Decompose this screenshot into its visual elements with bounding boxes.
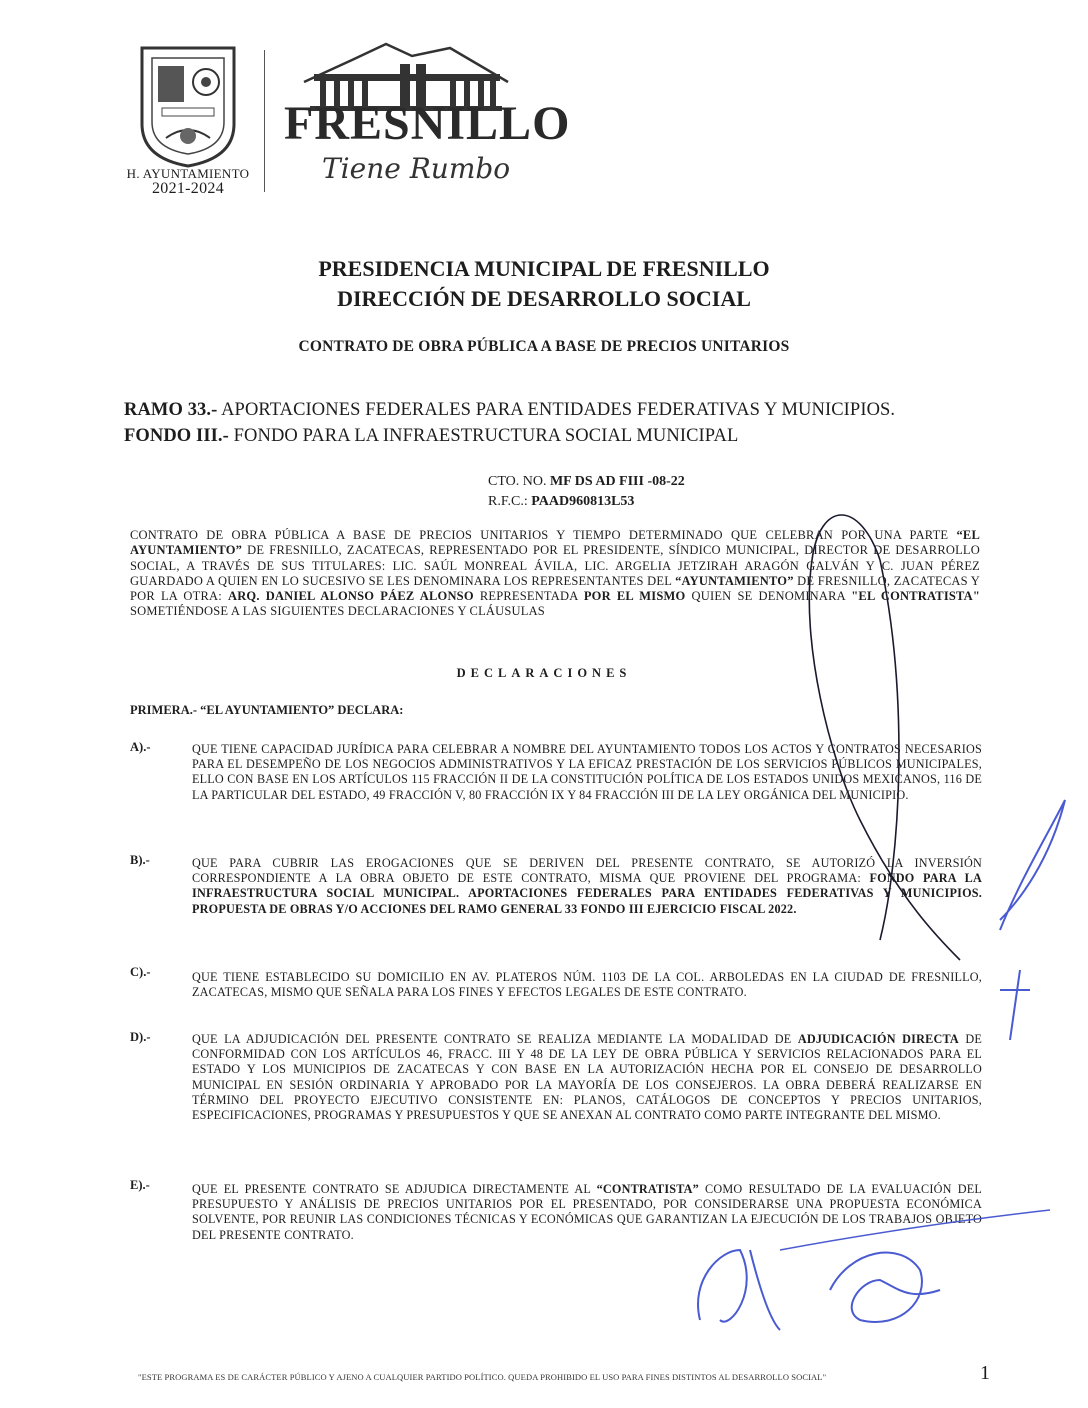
intro-text: REPRESENTADA xyxy=(473,589,584,604)
rfc-line xyxy=(488,494,634,510)
item-e-label: E).- xyxy=(130,1178,150,1192)
item-d-label: D).- xyxy=(130,1030,151,1044)
item-a-label: A).- xyxy=(130,740,151,754)
rfc-value: PAAD960813L53 xyxy=(531,494,635,509)
declaraciones-heading: DECLARACIONES xyxy=(456,666,632,680)
intro-text: CONTRATO DE OBRA PÚBLICA A BASE DE PRECIOS UNITARIOS Y TIEMPO DETERMINADO QUE CELEBRAN POR UNA PARTE xyxy=(130,528,957,542)
contract-number-line xyxy=(488,474,685,490)
item-d-plain: DE CONFORMIDAD CON LOS ARTÍCULOS 46, FRACC. III Y 48 DE LA LEY DE OBRA PÚBLICA Y SERVICIOS RELACIONADOS PARA EL ESTADO Y LOS MUNICIPIOS DE ZACATECAS Y CON BASE EN LA AUTORIZACIÓN HECHA POR EL CONSEJO DE DESARROLLO MUNICIPAL EN SESIÓN ORDINARIA Y APROBADO POR LA MAYORÍA DE LOS CONSEJEROS. LA OBRA DEBERÁ REALIZARSE EN TÉRMINO DEL PROYECTO EJECUTIVO CONSISTENTE EN: PLANOS, CATÁLOGOS DE CONCEPTOS Y PRECIOS UNITARIOS, ESPECIFICACIONES, PROGRAMAS Y PRESUPUESTOS Y QUE SE ANEXAN AL CONTRATO COMO PARTE INTEGRANTE DEL MISMO. xyxy=(192,1032,982,1123)
item-c-label: C).- xyxy=(130,965,151,979)
municipal-seal-icon xyxy=(132,40,244,168)
title-direccion: DIRECCIÓN DE DESARROLLO SOCIAL xyxy=(337,286,751,311)
ayuntamiento-block xyxy=(122,166,254,196)
item-e-bold: “CONTRATISTA” xyxy=(596,1182,699,1196)
item-b-plain: QUE PARA CUBRIR LAS EROGACIONES QUE SE DERIVEN DEL PRESENTE CONTRATO, SE AUTORIZÓ LA INVERSIÓN CORRESPONDIENTE A LA OBRA OBJETO DE ESTE CONTRATO, MISMA QUE PROVIENE DEL PROGRAMA: xyxy=(192,856,982,886)
item-d-text xyxy=(192,1032,982,1123)
brand-name: FRESNILLO xyxy=(284,97,571,150)
item-e-plain: COMO RESULTADO DE LA EVALUACIÓN DEL PRESUPUESTO Y ANÁLISIS DE PRECIOS UNITARIOS POR EL PRESENTADO, POR CONSIDERARSE UNA PROPUESTA ECONÓMICA SOLVENTE, POR REUNIR LAS CONDICIONES TÉCNICAS Y ECONÓMICAS QUE GARANTIZAN LA EJECUCIÓN DE LOS TRABAJOS OBJETO DEL PRESENTE CONTRATO. xyxy=(192,1182,982,1242)
item-d-bold: ADJUDICACIÓN DIRECTA xyxy=(797,1032,959,1046)
signature-stroke-blue-1 xyxy=(1000,800,1065,930)
ramo-text: APORTACIONES FEDERALES PARA ENTIDADES FEDERATIVAS Y MUNICIPIOS. xyxy=(217,400,896,420)
intro-paragraph xyxy=(130,528,980,620)
fondo-label: FONDO III.- xyxy=(124,426,229,446)
item-a-text: QUE TIENE CAPACIDAD JURÍDICA PARA CELEBRAR A NOMBRE DEL AYUNTAMIENTO TODOS LOS ACTOS Y CONTRATOS NECESARIOS PARA EL DESEMPEÑO DE LOS NEGOCIOS ADMINISTRATIVOS Y LA EFICAZ PRESTACIÓN DE LOS SERVICIOS PÚBLICOS MUNICIPALES, ELLO CON BASE EN LOS ARTÍCULOS 115 FRACCIÓN II DE LA CONSTITUCIÓN POLÍTICA DE LOS ESTADOS UNIDOS MEXICANOS, 116 DE LA PARTICULAR DEL ESTADO, 49 FRACCIÓN V, 80 FRACCIÓN IX Y 84 FRACCIÓN III DE LA LEY ORGÁNICA DEL MUNICIPIO. xyxy=(192,742,982,802)
fondo-text: FONDO PARA LA INFRAESTRUCTURA SOCIAL MUNICIPAL xyxy=(228,426,739,446)
cto-value: MF DS AD FIII -08-22 xyxy=(549,474,685,489)
intro-bold: “AYUNTAMIENTO” xyxy=(675,573,794,588)
ramo-line xyxy=(124,400,895,421)
item-e-plain: QUE EL PRESENTE CONTRATO SE ADJUDICA DIRECTAMENTE AL xyxy=(192,1182,597,1196)
contract-subtitle: CONTRATO DE OBRA PÚBLICA A BASE DE PRECIOS UNITARIOS xyxy=(298,338,790,355)
ayuntamiento-label: H. AYUNTAMIENTO xyxy=(126,166,250,181)
intro-text: DE FRESNILLO, ZACATECAS, REPRESENTADO POR EL PRESIDENTE, SÍNDICO MUNICIPAL, DIRECTOR DE DESARROLLO SOCIAL, A TRAVÉS DE SUS TITULARES: LIC. SAÚL MONREAL ÁVILA, LIC. ARGELIA JETZIRAH ARAGÓN GALVÁN Y C. JUAN PÉREZ GUARDADO A QUIEN EN LO SUCESIVO SE LES DENOMINARA LOS REPRESENTANTES DEL xyxy=(130,543,980,588)
intro-text: SOMETIÉNDOSE A LAS SIGUIENTES DECLARACIONES Y CLÁUSULAS xyxy=(130,604,545,619)
item-b-text xyxy=(192,856,982,917)
signature-stroke-blue-2 xyxy=(1000,970,1030,1040)
footer-disclaimer: "ESTE PROGRAMA ES DE CARÁCTER PÚBLICO Y AJENO A CUALQUIER PARTIDO POLÍTICO. QUEDA PROHIBIDO EL USO PARA FINES DISTINTOS AL DESARROLLO SOCIAL" xyxy=(138,1372,827,1382)
item-e-text xyxy=(192,1182,982,1243)
intro-bold: “EL AYUNTAMIENTO” xyxy=(130,528,980,558)
intro-bold: POR EL MISMO xyxy=(583,589,686,604)
intro-text: QUIEN SE DENOMINARA xyxy=(685,589,852,604)
ayuntamiento-years: 2021-2024 xyxy=(151,180,225,197)
item-b-label: B).- xyxy=(130,853,150,867)
title-presidencia: PRESIDENCIA MUNICIPAL DE FRESNILLO xyxy=(318,256,770,281)
intro-text: DE FRESNILLO, ZACATECAS Y POR LA OTRA: xyxy=(130,573,980,604)
ramo-label: RAMO 33.- xyxy=(124,400,218,420)
intro-bold: "EL CONTRATISTA" xyxy=(851,589,981,604)
primera-heading: PRIMERA.- “EL AYUNTAMIENTO” DECLARA: xyxy=(130,703,404,717)
page-number: 1 xyxy=(980,1362,990,1384)
item-b-bold: FONDO PARA LA INFRAESTRUCTURA SOCIAL MUNICIPAL. APORTACIONES FEDERALES PARA ENTIDADES FEDERATIVAS Y MUNICIPIOS. PROPUESTA DE OBRAS Y/O ACCIONES DEL RAMO GENERAL 33 FONDO III EJERCICIO FISCAL 2022. xyxy=(192,871,982,916)
header-divider xyxy=(264,50,265,192)
signature-stroke-blue-4 xyxy=(830,1253,940,1322)
cto-label: CTO. NO. xyxy=(488,474,550,489)
rfc-label: R.F.C.: xyxy=(488,494,532,509)
intro-bold: ARQ. DANIEL ALONSO PÁEZ ALONSO xyxy=(227,589,474,604)
brand-slogan: Tiene Rumbo xyxy=(322,152,511,185)
item-c-text: QUE TIENE ESTABLECIDO SU DOMICILIO EN AV. PLATEROS NÚM. 1103 DE LA COL. ARBOLEDAS EN LA CIUDAD DE FRESNILLO, ZACATECAS, MISMO QUE SEÑALA PARA LOS FINES Y EFECTOS LEGALES DE ESTE CONTRATO. xyxy=(192,970,982,1000)
item-d-plain: QUE LA ADJUDICACIÓN DEL PRESENTE CONTRATO SE REALIZA MEDIANTE LA MODALIDAD DE xyxy=(192,1032,798,1046)
signature-stroke-blue-3 xyxy=(698,1250,780,1330)
fondo-line xyxy=(124,426,738,447)
